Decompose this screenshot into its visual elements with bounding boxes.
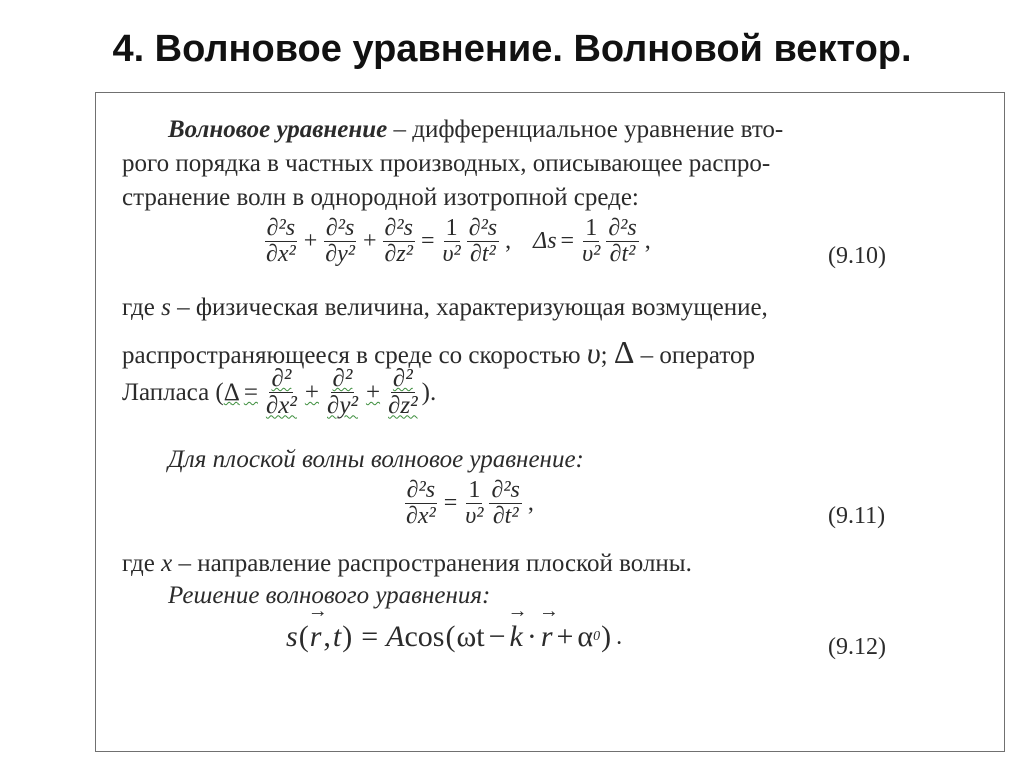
plus-sign: + <box>304 378 319 406</box>
fraction: $\frac{\text{∂²s}}{\text{∂z²}}$ <box>384 215 413 268</box>
fraction: $\frac{\text{∂²}}{\text{∂z²}}$ <box>388 365 418 420</box>
fraction: $\frac{\text{∂²s}}{\text{∂y²}}$ <box>325 215 355 268</box>
comma: , <box>505 228 512 255</box>
vector-k: → k <box>509 620 522 654</box>
comma: , <box>527 490 534 517</box>
fraction: $\frac{\text{∂²s}}{\text{∂t²}}$ <box>491 477 520 530</box>
equation-9-10 <box>262 216 655 267</box>
fraction: $\frac{1}{\text{υ²}}$ <box>442 215 461 268</box>
paragraph-4: где x – направление распространения плоской волны. <box>122 550 692 577</box>
paragraph-2-line-2: распространяющееся в среде со скоростью υ; Δ – оператор <box>122 334 755 370</box>
slide-title: 4. Волновое уравнение. Волновой вектор. <box>112 28 912 70</box>
fraction: $\frac{1}{\text{υ²}}$ <box>465 477 484 530</box>
var-x: x <box>161 550 173 577</box>
term-wave-equation: Волновое уравнение <box>168 116 388 143</box>
fraction: $\frac{\text{∂²}}{\text{∂y²}}$ <box>327 365 358 420</box>
fraction: $\frac{\text{∂²s}}{\text{∂x²}}$ <box>406 477 436 530</box>
var-s: s <box>161 294 171 321</box>
var-v: υ <box>586 337 601 370</box>
dot-product: · <box>526 620 537 653</box>
equation-number-9-12: (9.12) <box>828 634 886 660</box>
paragraph-line-1 <box>168 116 783 144</box>
fraction: $\frac{\text{∂²}}{\text{∂x²}}$ <box>265 365 297 420</box>
plus-sign: + <box>365 378 381 406</box>
equation-number-9-10: (9.10) <box>828 243 886 269</box>
plus-sign: + <box>362 228 377 255</box>
equals-sign: = <box>443 490 458 517</box>
equals-sign: = <box>361 620 379 653</box>
equation-9-12: s ( → r , t ) = A cos ( ωt − → k · → r + α 0 ) . <box>286 620 626 654</box>
paragraph-2-line-3: Лапласа ( Δ = $\frac{\text{∂²}}{\text{∂x²}}$ + $\frac{\text{∂²}}{\text{∂y²}}$ + $\frac{\text{∂²}}{\text{∂z²}}$ ). <box>122 365 437 420</box>
solution-intro: Решение волнового уравнения: <box>168 582 491 609</box>
paragraph-line-3: странение волн в однородной изотропной среде: <box>122 184 639 211</box>
fraction: $\frac{\text{∂²s}}{\text{∂x²}}$ <box>266 215 296 268</box>
delta-operator: Δ <box>613 334 635 370</box>
fraction: $\frac{1}{\text{υ²}}$ <box>582 215 601 268</box>
vector-r: → r <box>541 620 553 654</box>
equals-sign: = <box>420 228 435 255</box>
p1-line1-rest: – дифференциальное уравнение вто- <box>387 116 784 143</box>
equation-number-9-11: (9.11) <box>828 503 886 529</box>
plane-wave-intro: Для плоской волны волновое уравнение: <box>168 446 584 473</box>
vector-r: → r <box>310 620 322 654</box>
minus-sign: − <box>488 620 506 653</box>
fraction: $\frac{\text{∂²s}}{\text{∂t²}}$ <box>608 215 637 268</box>
equation-9-11 <box>402 478 538 529</box>
plus-sign: + <box>556 620 574 653</box>
plus-sign: + <box>303 228 318 255</box>
paragraph-2-line-1: где s – физическая величина, характеризующая возмущение, <box>122 294 768 321</box>
laplace-operator-formula: Δ = $\frac{\text{∂²}}{\text{∂x²}}$ + $\frac{\text{∂²}}{\text{∂y²}}$ + $\frac{\text{∂²}}{\text{∂z²}}$ <box>223 365 418 420</box>
fraction: $\frac{\text{∂²s}}{\text{∂t²}}$ <box>468 215 498 268</box>
paragraph-line-2: рого порядка в частных производных, описывающее распро- <box>122 150 771 177</box>
delta-s: Δs <box>533 228 557 255</box>
equals-sign: = <box>560 228 575 255</box>
comma: , <box>644 228 651 255</box>
